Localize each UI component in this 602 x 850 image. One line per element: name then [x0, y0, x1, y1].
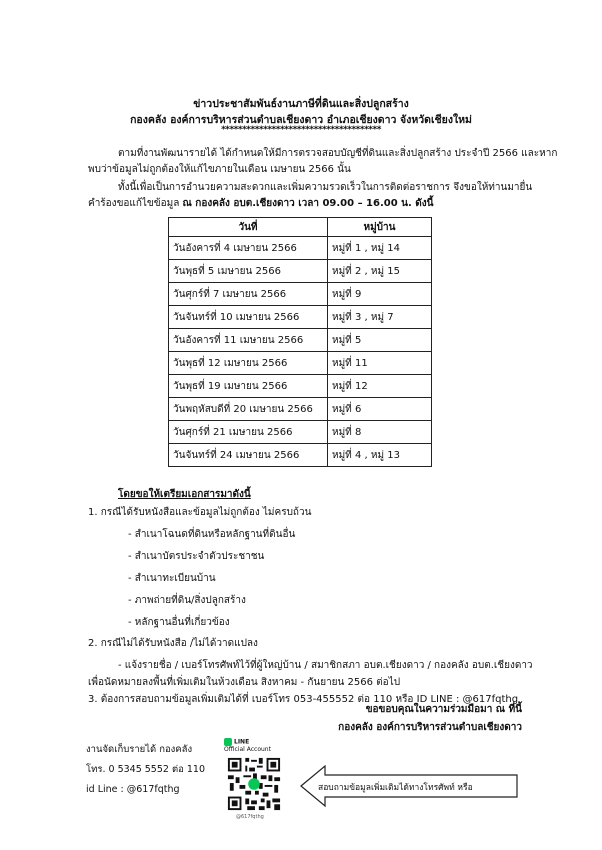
instruction-text: ทั้งนี้เพื่อเป็นการอำนวยความสะดวกและเพิ่มความรวดเร็วในการติดต่อราชการ จึงขอให้ท่านมายื่นคำร้องขอแก้ไขข้อมูล — [88, 182, 533, 209]
requirement-item-2-detail: - แจ้งรายชื่อ / เบอร์โทรศัพท์ไว้ที่ผู้ใหญ่บ้าน / สมาชิกสภา อบต.เชียงดาว / กองคลัง อบต.เชียงดาว — [118, 660, 533, 671]
cell-village: หมู่ที่ 11 — [328, 352, 432, 375]
cell-village: หมู่ที่ 12 — [328, 375, 432, 398]
cell-date: วันพุธที่ 19 เมษายน 2566 — [169, 375, 328, 398]
contact-block — [86, 740, 205, 800]
qr-caption: @617fqthg — [236, 814, 264, 820]
cell-village: หมู่ที่ 2 , หมู่ 15 — [328, 260, 432, 283]
cell-village: หมู่ที่ 1 , หมู่ 14 — [328, 237, 432, 260]
requirement-item-1: 1. กรณีได้รับหนังสือและข้อมูลไม่ถูกต้อง ไม่ครบถ้วน — [88, 507, 312, 518]
requirement-item-2-detail-cont: เพื่อนัดหมายลงพื้นที่เพิ่มเติมในห้วงเดือน สิงหาคม - กันยายน 2566 ต่อไป — [88, 677, 401, 688]
requirement-sub: - สำเนาโฉนดที่ดินหรือหลักฐานที่ดินอื่น — [128, 529, 296, 540]
table-row — [169, 237, 432, 260]
line-logo-icon — [224, 738, 232, 746]
cell-village: หมู่ที่ 8 — [328, 421, 432, 444]
contact-phone: โทร. 0 5345 5552 ต่อ 110 — [86, 764, 205, 775]
line-official-badge — [224, 738, 284, 753]
contact-line-id: id Line : @617fqthg — [86, 784, 180, 795]
table-row — [169, 260, 432, 283]
cell-date: วันจันทร์ที่ 10 เมษายน 2566 — [169, 306, 328, 329]
cell-village: หมู่ที่ 9 — [328, 283, 432, 306]
arrow-caption: สอบถามข้อมูลเพิ่มเติมได้ทางโทรศัพท์ หรือ — [318, 783, 473, 793]
cell-date: วันพุธที่ 5 เมษายน 2566 — [169, 260, 328, 283]
cell-village: หมู่ที่ 6 — [328, 398, 432, 421]
requirement-item-3: 3. ต้องการสอบถามข้อมูลเพิ่มเติมได้ที่ เบอร์โทร 053-455552 ต่อ 110 หรือ ID LINE : @617fqthg — [88, 694, 519, 705]
cell-date: วันศุกร์ที่ 7 เมษายน 2566 — [169, 283, 328, 306]
closing-thanks: ขอขอบคุณในความร่วมมือมา ณ ที่นี้ — [365, 704, 522, 715]
intro-paragraph: ตามที่งานพัฒนารายได้ ได้กำหนดให้มีการตรวจสอบบัญชีที่ดินและสิ่งปลูกสร้าง ประจำปี 2566 และหากพบว่าข้อมูลไม่ถูกต้องให้แก้ไขภายในเดือน เมษายน 2566 นั้น — [88, 148, 558, 175]
line-label: Official Account — [224, 746, 271, 753]
table-row — [169, 306, 432, 329]
table-row — [169, 329, 432, 352]
table-row — [169, 283, 432, 306]
title-separator: ************************************** — [221, 125, 381, 135]
header-date: วันที่ — [169, 218, 328, 237]
requirements-title: โดยขอให้เตรียมเอกสารมาดังนี้ — [118, 489, 251, 500]
cell-date: วันอังคารที่ 11 เมษายน 2566 — [169, 329, 328, 352]
cell-village: หมู่ที่ 4 , หมู่ 13 — [328, 444, 432, 467]
instruction-location-time: ณ กองคลัง อบต.เชียงดาว เวลา 09.00 – 16.00 น. ดังนี้ — [182, 198, 434, 209]
schedule-table — [168, 217, 432, 467]
line-qr-code-icon[interactable] — [226, 756, 282, 812]
cell-date: วันศุกร์ที่ 21 เมษายน 2566 — [169, 421, 328, 444]
requirement-sub: - สำเนาทะเบียนบ้าน — [128, 573, 216, 584]
header-village: หมู่บ้าน — [328, 218, 432, 237]
cell-village: หมู่ที่ 3 , หมู่ 7 — [328, 306, 432, 329]
cell-date: วันพฤหัสบดีที่ 20 เมษายน 2566 — [169, 398, 328, 421]
doc-title-line2: กองคลัง องค์การบริหารส่วนตำบลเชียงดาว อำเภอเชียงดาว จังหวัดเชียงใหม่ — [130, 114, 472, 126]
table-row — [169, 398, 432, 421]
cell-date: วันพุธที่ 12 เมษายน 2566 — [169, 352, 328, 375]
requirement-sub: - ภาพถ่ายที่ดิน/สิ่งปลูกสร้าง — [128, 595, 246, 606]
requirement-sub: - สำเนาบัตรประจำตัวประชาชน — [128, 551, 265, 562]
line-brand: LINE — [234, 738, 250, 746]
schedule-header-row — [169, 218, 432, 237]
table-row — [169, 421, 432, 444]
instruction-paragraph — [88, 180, 558, 212]
contact-unit: งานจัดเก็บรายได้ กองคลัง — [86, 744, 193, 755]
cell-date: วันอังคารที่ 4 เมษายน 2566 — [169, 237, 328, 260]
table-row — [169, 444, 432, 467]
cell-date: วันจันทร์ที่ 24 เมษายน 2566 — [169, 444, 328, 467]
requirement-item-2: 2. กรณีไม่ได้รับหนังสือ /ไม่ได้วาดแปลง — [88, 638, 258, 649]
table-row — [169, 352, 432, 375]
doc-title-line1: ข่าวประชาสัมพันธ์งานภาษีที่ดินและสิ่งปลูกสร้าง — [193, 98, 409, 110]
requirement-sub: - หลักฐานอื่นที่เกี่ยวข้อง — [128, 617, 230, 628]
table-row — [169, 375, 432, 398]
closing-org: กองคลัง องค์การบริหารส่วนตำบลเชียงดาว — [338, 722, 522, 733]
cell-village: หมู่ที่ 5 — [328, 329, 432, 352]
